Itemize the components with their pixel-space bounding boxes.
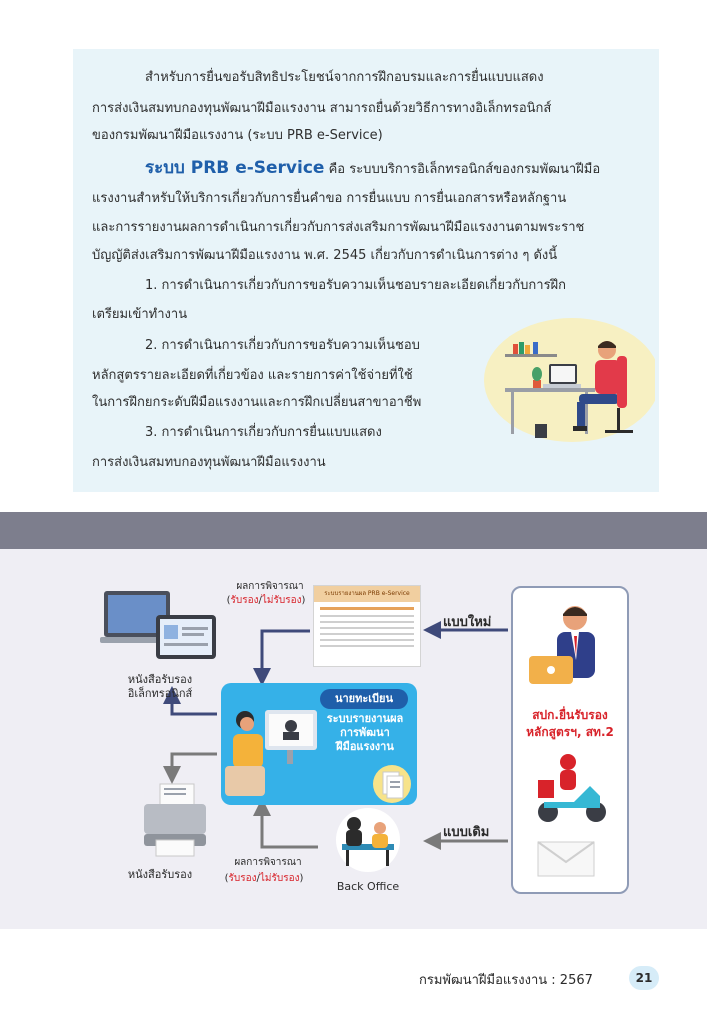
printer-icon bbox=[140, 780, 210, 860]
paren-close: ) bbox=[301, 595, 306, 606]
intro-p1-line3: ของกรมพัฒนาฝีมือแรงงาน (ระบบ PRB e-Service) bbox=[92, 128, 383, 143]
slash-text: / bbox=[256, 873, 260, 884]
applicant-line-1: สปก.ยื่นรับรอง bbox=[532, 708, 608, 722]
result-label-bottom: ผลการพิจารณา bbox=[234, 857, 302, 868]
system-line-3: ฝีมือแรงงาน bbox=[336, 740, 394, 753]
item1-line2: เตรียมเข้าทำงาน bbox=[92, 307, 188, 322]
person-at-desk-illustration bbox=[477, 318, 655, 446]
result-status-top bbox=[218, 594, 314, 607]
approve-text: รับรอง bbox=[230, 595, 259, 606]
documents-icon bbox=[372, 764, 412, 804]
section-banner-title: ภาพรวมของระบบส่งเสริมการพัฒนาฝีมือแรงงานและบริการ PRB e-Service bbox=[101, 9, 606, 27]
businessman-laptop-icon bbox=[525, 598, 617, 692]
intro-p2-line4: บัญญัติส่งเสริมการพัฒนาฝีมือแรงงาน พ.ศ. 2545 เกี่ยวกับการดำเนินการต่าง ๆ ดังนี้ bbox=[92, 248, 558, 263]
reporting-system-label bbox=[322, 712, 408, 754]
prb-brand-name: ระบบ PRB e-Service bbox=[145, 158, 325, 178]
slash-text: / bbox=[258, 595, 262, 606]
laptop-tablet-icon bbox=[100, 585, 220, 667]
applicant-label bbox=[511, 707, 629, 741]
back-office-icon bbox=[336, 806, 400, 874]
result-label-top: ผลการพิจารณา bbox=[236, 581, 304, 592]
registrar-badge: นายทะเบียน bbox=[320, 689, 408, 709]
paper-cert-label: หนังสือรับรอง bbox=[127, 868, 193, 881]
result-status-bottom bbox=[216, 872, 312, 885]
ecert-label-line2: อิเล็กทรอนิกส์ bbox=[127, 687, 193, 700]
item2-line1: 2. การดำเนินการเกี่ยวกับการขอรับความเห็นชอบ bbox=[145, 338, 420, 353]
intro-p1-line2: การส่งเงินสมทบกองทุนพัฒนาฝีมือแรงงาน สามารถยื่นด้วยวิธีการทางอิเล็กทรอนิกส์ bbox=[92, 101, 552, 116]
paren-close: ) bbox=[299, 873, 304, 884]
intro-p2-first-rest: คือ ระบบบริการอิเล็กทรอนิกส์ของกรมพัฒนาฝีมือ bbox=[324, 162, 601, 177]
section-banner bbox=[0, 512, 707, 549]
paren-open: ( bbox=[226, 595, 231, 606]
applicant-line-2: หลักสูตรฯ, สท.2 bbox=[526, 725, 614, 739]
item1-line1: 1. การดำเนินการเกี่ยวกับการขอรับความเห็นชอบรายละเอียดเกี่ยวกับการฝึก bbox=[145, 278, 567, 293]
item3-line2: การส่งเงินสมทบกองทุนพัฒนาฝีมือแรงงาน bbox=[92, 455, 326, 470]
item2-line3: ในการฝึกยกระดับฝีมือแรงงานและการฝึกเปลี่ยนสาขาอาชีพ bbox=[92, 395, 422, 410]
back-office-label: Back Office bbox=[336, 880, 400, 893]
page-number: 21 bbox=[629, 966, 659, 990]
doc-header-text: ระบบรายงานผล PRB e-Service bbox=[314, 586, 420, 602]
intro-p2-line3: และการรายงานผลการดำเนินการเกี่ยวกับการส่งเสริมการพัฒนาฝีมือแรงงานตามพระราช bbox=[92, 220, 585, 235]
system-line-2: การพัฒนา bbox=[340, 726, 390, 739]
footer-department: กรมพัฒนาฝีมือแรงงาน : 2567 bbox=[419, 973, 593, 988]
item3-line1: 3. การดำเนินการเกี่ยวกับการยื่นแบบแสดง bbox=[145, 425, 382, 440]
not-approve-text: ไม่รับรอง bbox=[259, 873, 300, 884]
intro-p2-line1 bbox=[145, 157, 600, 181]
item2-line2: หลักสูตรรายละเอียดที่เกี่ยวข้อง และรายการค่าใช้จ่ายที่ใช้ bbox=[92, 368, 413, 383]
not-approve-text: ไม่รับรอง bbox=[261, 595, 302, 606]
new-method-label: แบบใหม่ bbox=[443, 615, 492, 630]
envelope-icon bbox=[536, 836, 598, 880]
old-method-label: แบบเดิม bbox=[443, 825, 490, 840]
intro-p2-line2: แรงงานสำหรับให้บริการเกี่ยวกับการยื่นคำขอ การยื่นแบบ การยื่นเอกสารหรือหลักฐาน bbox=[92, 191, 567, 206]
ecert-label-line1: หนังสือรับรอง bbox=[127, 673, 193, 686]
approval-document-thumbnail bbox=[313, 585, 421, 667]
approve-text: รับรอง bbox=[228, 873, 257, 884]
delivery-scooter-icon bbox=[534, 752, 610, 826]
intro-p1-line1: สำหรับการยื่นขอรับสิทธิประโยชน์จากการฝึกอบรมและการยื่นแบบแสดง bbox=[145, 70, 544, 85]
paren-open: ( bbox=[224, 873, 229, 884]
registrar-person-icon bbox=[225, 700, 325, 800]
system-line-1: ระบบรายงานผล bbox=[326, 712, 404, 725]
